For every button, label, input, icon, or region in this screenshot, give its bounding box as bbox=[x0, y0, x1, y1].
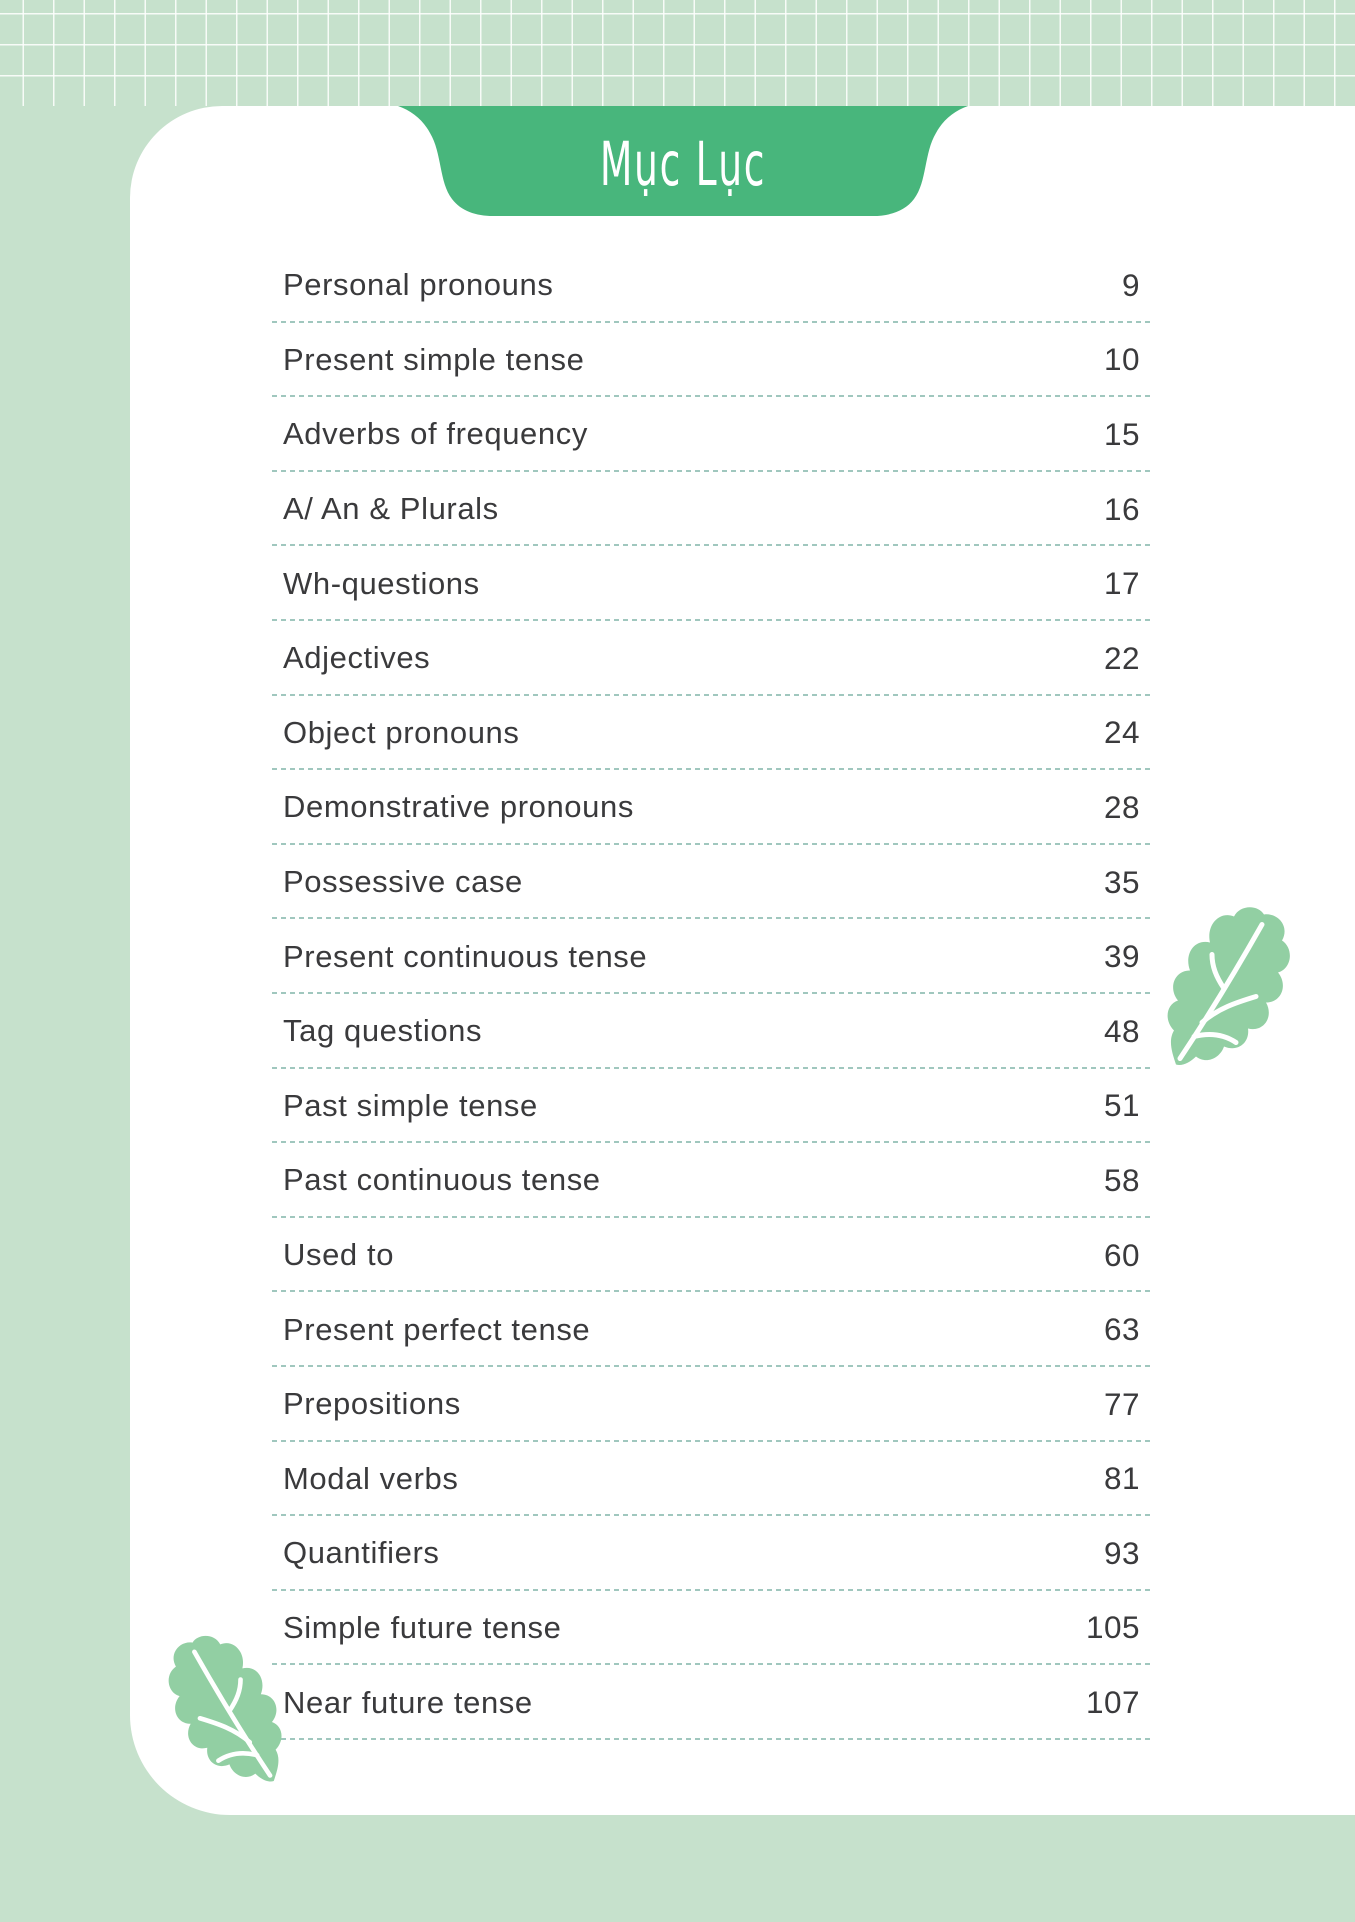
table-of-contents bbox=[272, 248, 1150, 1740]
toc-item-page: 58 bbox=[1103, 1161, 1140, 1198]
toc-row bbox=[272, 1069, 1150, 1144]
toc-row bbox=[272, 621, 1150, 696]
toc-item-page: 17 bbox=[1103, 565, 1140, 602]
toc-item-page: 51 bbox=[1103, 1087, 1140, 1124]
toc-item-label: Adverbs of frequency bbox=[283, 416, 588, 452]
toc-row bbox=[272, 1292, 1150, 1367]
toc-item-page: 81 bbox=[1103, 1460, 1140, 1497]
toc-item-page: 93 bbox=[1103, 1534, 1140, 1571]
toc-item-label: Adjectives bbox=[283, 640, 431, 676]
toc-item-label: Quantifiers bbox=[283, 1535, 440, 1571]
toc-item-label: Present perfect tense bbox=[283, 1311, 591, 1347]
toc-item-label: Tag questions bbox=[283, 1013, 483, 1049]
toc-item-label: A/ An & Plurals bbox=[283, 491, 499, 527]
toc-row bbox=[272, 323, 1150, 398]
toc-row bbox=[272, 472, 1150, 547]
toc-item-page: 22 bbox=[1103, 639, 1140, 676]
toc-item-page: 39 bbox=[1103, 938, 1140, 975]
toc-item-label: Past simple tense bbox=[283, 1087, 538, 1123]
leaf-icon bbox=[163, 1633, 283, 1786]
toc-row bbox=[272, 248, 1150, 323]
toc-item-label: Present continuous tense bbox=[283, 938, 648, 974]
toc-item-page: 63 bbox=[1103, 1311, 1140, 1348]
toc-item-label: Object pronouns bbox=[283, 714, 520, 750]
toc-row bbox=[272, 770, 1150, 845]
toc-row bbox=[272, 696, 1150, 771]
toc-item-label: Simple future tense bbox=[283, 1609, 562, 1645]
toc-item-page: 16 bbox=[1103, 490, 1140, 527]
toc-row bbox=[272, 994, 1150, 1069]
toc-item-page: 48 bbox=[1103, 1012, 1140, 1049]
toc-row bbox=[272, 546, 1150, 621]
toc-item-label: Near future tense bbox=[283, 1684, 533, 1720]
toc-row bbox=[272, 397, 1150, 472]
toc-item-page: 15 bbox=[1103, 415, 1140, 452]
toc-row bbox=[272, 1442, 1150, 1517]
toc-item-page: 107 bbox=[1085, 1684, 1140, 1721]
toc-row bbox=[272, 1516, 1150, 1591]
toc-item-page: 24 bbox=[1103, 714, 1140, 751]
toc-row bbox=[272, 845, 1150, 920]
toc-item-page: 77 bbox=[1103, 1385, 1140, 1422]
page-title: Mục Lục bbox=[599, 128, 767, 200]
toc-item-label: Present simple tense bbox=[283, 341, 585, 377]
toc-row bbox=[272, 1591, 1150, 1666]
title-banner bbox=[398, 106, 968, 218]
toc-item-label: Demonstrative pronouns bbox=[283, 789, 634, 825]
toc-item-label: Wh-questions bbox=[283, 565, 480, 601]
toc-row bbox=[272, 1665, 1150, 1740]
toc-row bbox=[272, 919, 1150, 994]
toc-item-label: Modal verbs bbox=[283, 1460, 459, 1496]
toc-item-label: Prepositions bbox=[283, 1386, 461, 1422]
toc-item-page: 105 bbox=[1085, 1609, 1140, 1646]
toc-item-label: Possessive case bbox=[283, 864, 523, 900]
toc-item-page: 9 bbox=[1121, 266, 1140, 303]
toc-row bbox=[272, 1143, 1150, 1218]
toc-item-label: Personal pronouns bbox=[283, 267, 554, 303]
toc-row bbox=[272, 1367, 1150, 1442]
toc-row bbox=[272, 1218, 1150, 1293]
toc-item-label: Past continuous tense bbox=[283, 1162, 601, 1198]
leaf-icon bbox=[1166, 903, 1296, 1071]
toc-item-page: 28 bbox=[1103, 788, 1140, 825]
toc-item-page: 35 bbox=[1103, 863, 1140, 900]
toc-item-page: 60 bbox=[1103, 1236, 1140, 1273]
toc-item-page: 10 bbox=[1103, 341, 1140, 378]
toc-item-label: Used to bbox=[283, 1237, 395, 1273]
